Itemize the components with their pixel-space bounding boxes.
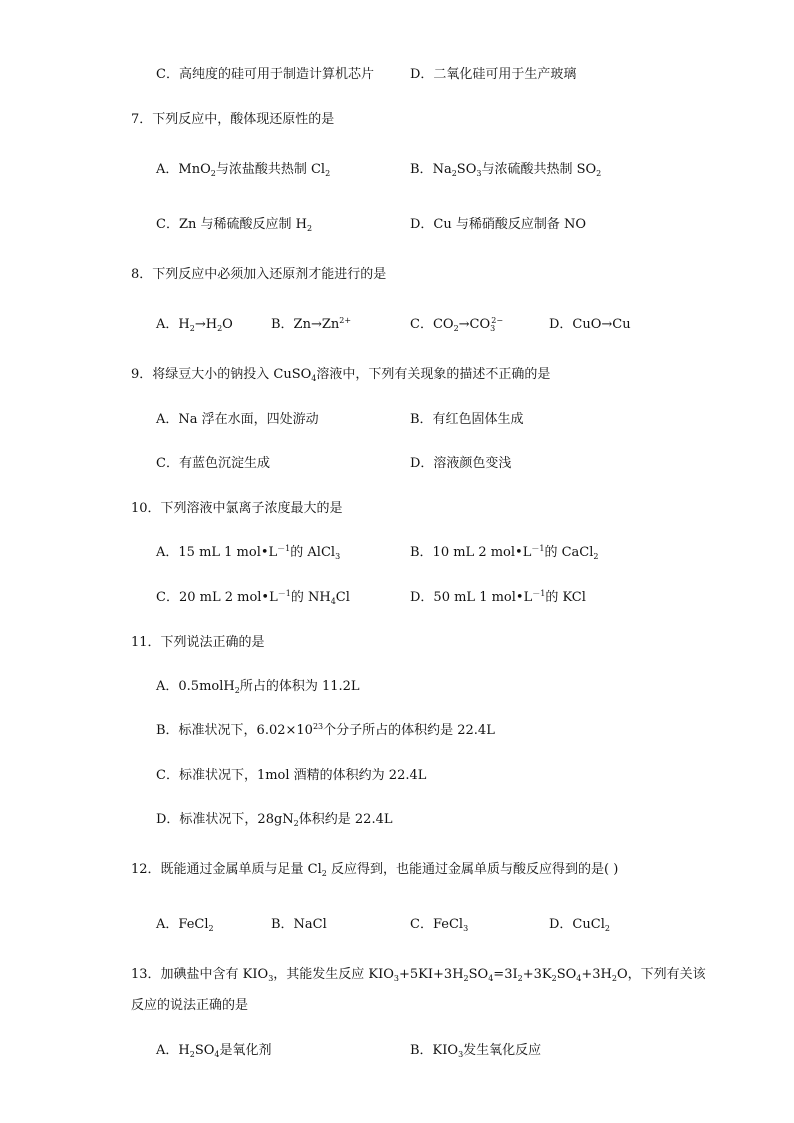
q13-option-b: B．$KIO_3$发生氧化反应 <box>410 1043 542 1059</box>
q9-option-c: C．有蓝色沉淀生成 <box>156 456 270 471</box>
q7-option-d: D．Cu 与稀硝酸反应制备 NO <box>410 217 587 232</box>
q8-option-b: B．$Zn\to Zn^{2+}$ <box>271 316 352 332</box>
q11-option-d: D．标准状况下，$28gN_2$体积约是 22.4L <box>156 812 393 828</box>
q6-option-c: C．高纯度的硅可用于制造计算机芯片 <box>156 67 374 82</box>
q12-option-b: B．NaCl <box>271 917 327 932</box>
q11-option-c: C．标准状况下，1mol 酒精的体积约为 22.4L <box>156 768 427 783</box>
q11-stem: 11．下列说法正确的是 <box>131 635 265 650</box>
q13-stem-line2: 反应的说法正确的是 <box>131 998 249 1013</box>
q10-option-d: D．50 mL 1 $mol•L^{-1}$的 KCl <box>410 589 586 605</box>
q10-option-b: B．10 mL 2 $mol•L^{-1}$的 CaCl$_2$ <box>410 544 599 561</box>
q10-option-a: A．15 mL 1 $mol•L^{-1}$的 AlCl$_3$ <box>156 544 341 561</box>
q9-stem: 9．将绿豆大小的钠投入 CuSO$_4$溶液中，下列有关现象的描述不正确的是 <box>131 367 551 383</box>
q12-option-d: D．CuCl$_2$ <box>549 917 610 933</box>
q7-stem: 7．下列反应中，酸体现还原性的是 <box>131 112 335 127</box>
q12-option-a: A．FeCl$_2$ <box>156 917 214 933</box>
q7-option-b: B．$Na_2SO_3$与浓硫酸共热制 $SO_2$ <box>410 162 602 178</box>
q13-option-a: A．$H_2SO_4$是氧化剂 <box>156 1043 272 1059</box>
q8-stem: 8．下列反应中必须加入还原剂才能进行的是 <box>131 267 387 282</box>
q8-option-a: A．$H_2\to H_2O$ <box>156 317 233 333</box>
q7-option-c: C．Zn 与稀硫酸反应制 $H_2$ <box>156 217 313 233</box>
q10-option-c: C．20 mL 2 $mol•L^{-1}$的 $NH_4Cl$ <box>156 589 350 606</box>
q11-option-b: B．标准状况下，$6.02\times 10^{23}$个分子所占的体积约是 22.4L <box>156 722 495 738</box>
q8-option-d: D．CuO→Cu <box>549 317 631 332</box>
q8-option-c: C．$CO_2\to CO_3^{2-}$ <box>410 316 504 333</box>
q11-option-a: A．0.5molH$_2$所占的体积为 11.2L <box>156 679 360 695</box>
q6-option-d: D．二氧化硅可用于生产玻璃 <box>410 67 577 82</box>
q13-stem-line1: 13．加碘盐中含有 $KIO_3$，其能发生反应 $KIO_3+5KI+3H_2SO_4=3I_2+3K_2SO_4+3H_2O$，下列有关该 <box>131 967 706 983</box>
q12-option-c: C．FeCl$_3$ <box>410 917 469 933</box>
q7-option-a: A．MnO$_2$与浓盐酸共热制 $Cl_2$ <box>156 162 331 178</box>
q10-stem: 10．下列溶液中氯离子浓度最大的是 <box>131 501 343 516</box>
q9-option-d: D．溶液颜色变浅 <box>410 456 512 471</box>
q12-stem: 12．既能通过金属单质与足量 $Cl_2$ 反应得到，也能通过金属单质与酸反应得到的是( ) <box>131 862 619 878</box>
q9-option-a: A．Na 浮在水面，四处游动 <box>156 412 319 427</box>
q9-option-b: B．有红色固体生成 <box>410 412 524 427</box>
